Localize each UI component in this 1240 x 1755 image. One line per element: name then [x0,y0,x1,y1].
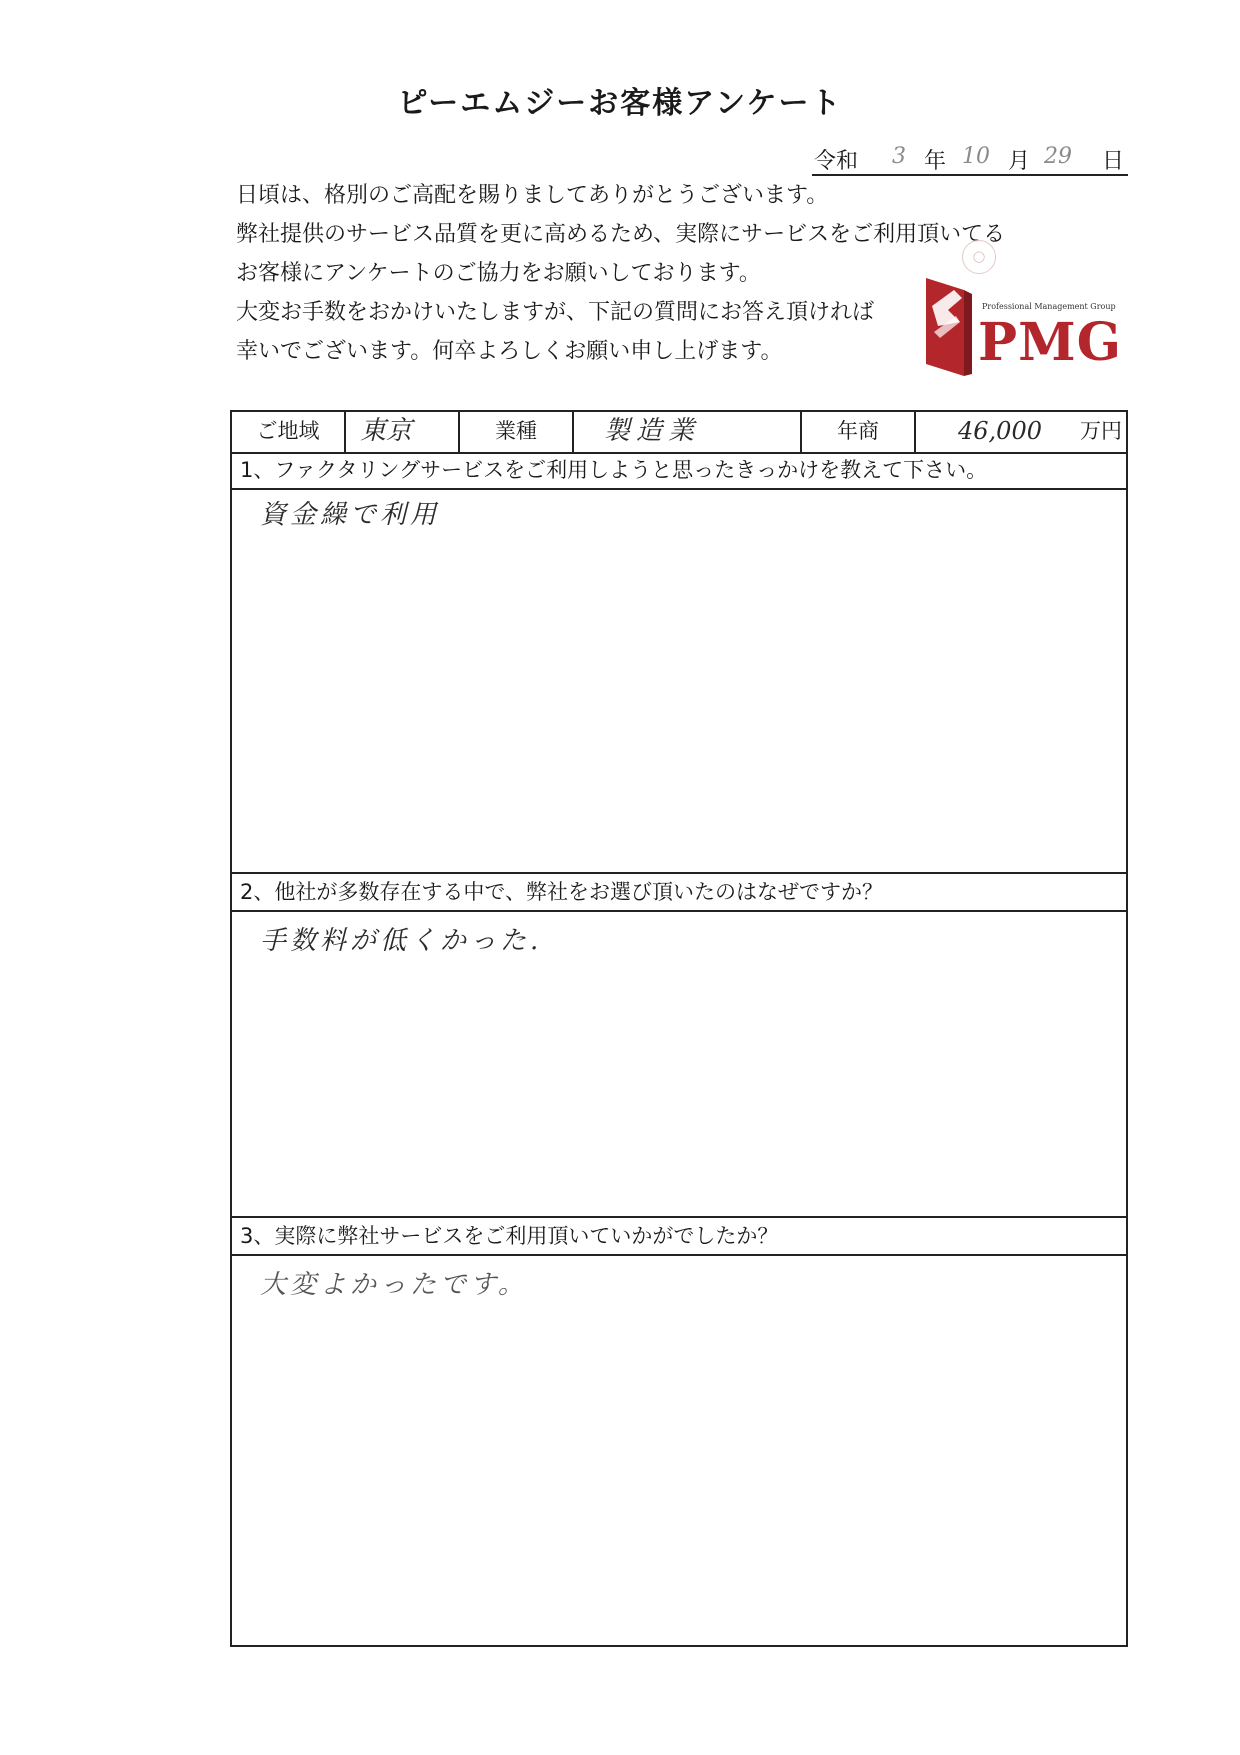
survey-form [230,410,1128,1647]
date-year: 3 [892,144,906,169]
date-line [812,142,1128,176]
intro-line: お客様にアンケートのご協力をお願いしております。 [236,261,761,286]
region-value: 東京 [346,412,460,452]
revenue-value: 46,000 [958,417,1042,445]
question-2-heading: 2、他社が多数存在する中で、弊社をお選び頂いたのはなぜですか？ [232,874,1126,912]
question-3-heading: 3、実際に弊社サービスをご利用頂いていかがでしたか？ [232,1218,1126,1256]
date-year-unit: 年 [924,149,947,174]
survey-title: ピーエムジーお客様アンケート [397,86,843,121]
date-month-unit: 月 [1008,149,1031,174]
revenue-unit: 万円 [1080,419,1122,443]
faint-stamp-mark: ◯ [962,240,996,274]
logo-wordmark: PMG [978,312,1123,373]
date-era: 令和 [814,149,859,174]
info-row [232,412,1126,454]
region-label: ご地域 [232,412,346,452]
question-1-heading: 1、ファクタリングサービスをご利用しようと思ったきっかけを教えて下さい。 [232,452,1126,490]
date-day-unit: 日 [1102,149,1125,174]
intro-line: 幸いでございます。何卒よろしくお願い申し上げます。 [236,339,783,364]
intro-line: 大変お手数をおかけいたしますが、下記の質問にお答え頂ければ [236,300,875,325]
date-day: 29 [1044,144,1072,169]
intro-text [236,176,1005,371]
answer-1: 資金繰で利用 [260,500,441,530]
industry-label: 業種 [460,412,574,452]
intro-line: 日頃は、格別のご高配を賜りましてありがとうございます。 [236,183,829,208]
date-month: 10 [962,144,990,169]
revenue-label: 年商 [802,412,916,452]
answer-3: 大変よかったです。 [260,1270,528,1300]
answer-2: 手数料が低くかった. [260,926,543,956]
intro-line: 弊社提供のサービス品質を更に高めるため、実際にサービスをご利用頂いてる [236,222,1006,247]
logo-tagline: Professional Management Group [982,302,1116,311]
revenue-cell [916,412,1126,452]
industry-value: 製造業 [574,412,802,452]
